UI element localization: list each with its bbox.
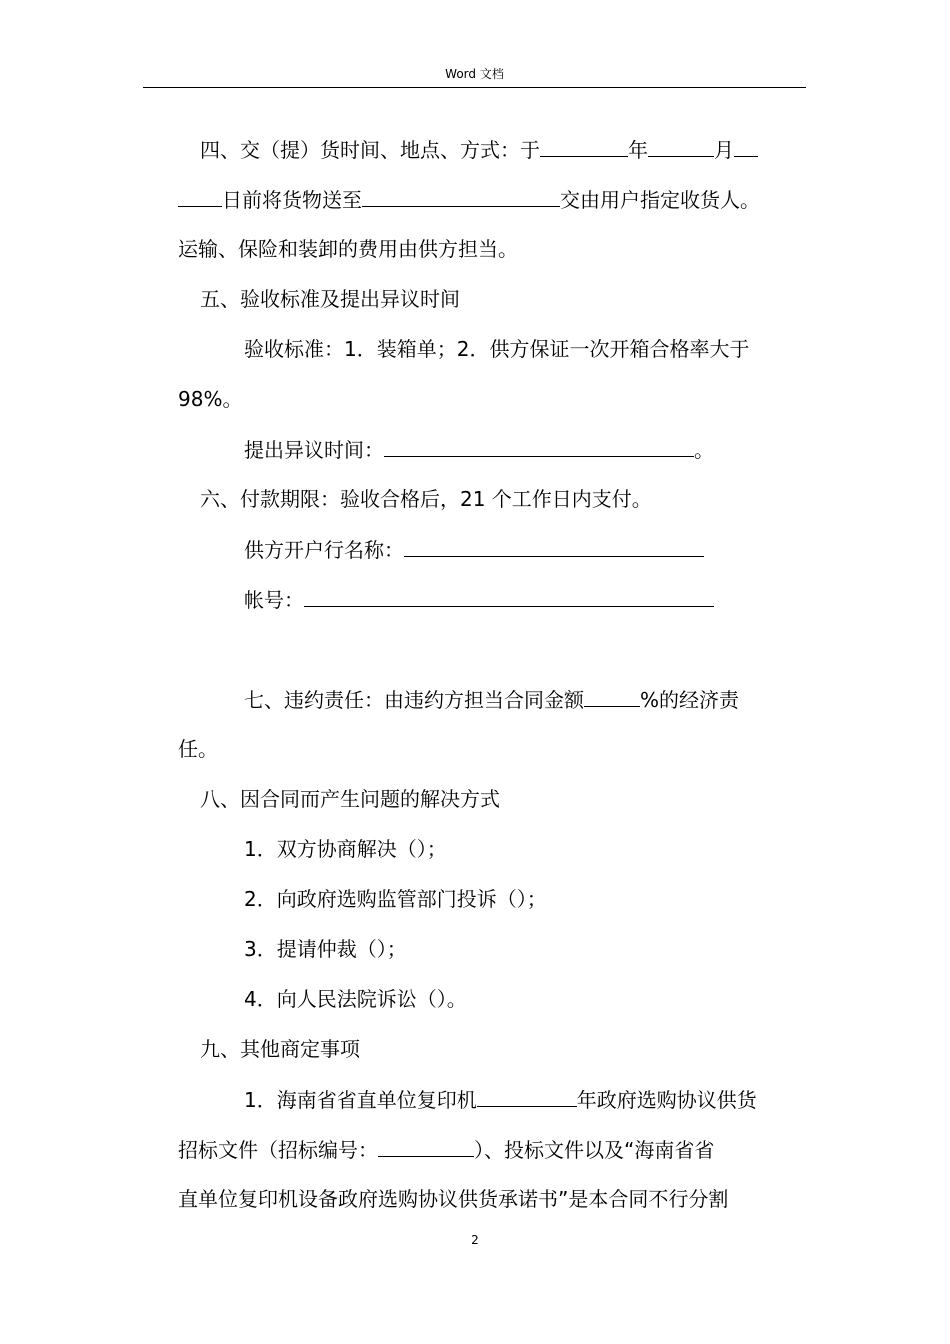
acceptance-rate: 98%。 (178, 387, 243, 411)
tender-number-label: 招标文件（招标编号： (178, 1138, 378, 1162)
objection-time (244, 436, 714, 463)
acceptance-standard: 验收标准：1．装箱单；2．供方保证一次开箱合格率大于 (244, 337, 750, 361)
bank-name-label: 供方开户行名称： (244, 538, 404, 562)
other-item-1 (244, 1086, 757, 1113)
liability-label: 七、违约责任：由违约方担当合同金额 (244, 688, 584, 712)
delivery-before-label: 日前将货物送至 (222, 188, 362, 212)
dispute-option-2: 2．向政府选购监管部门投诉（）； (244, 887, 547, 911)
tender-documents (178, 1136, 714, 1163)
liability-percent-blank[interactable] (584, 686, 640, 707)
day-blank-end[interactable] (178, 186, 222, 207)
liability-end: %的经济责 (640, 688, 740, 712)
tender-documents-end: ）、投标文件以及“海南省省 (474, 1138, 715, 1162)
page-number: 2 (471, 1233, 479, 1247)
paragraph-delivery-place (178, 186, 760, 213)
month-blank[interactable] (648, 136, 714, 157)
year-label: 年 (628, 138, 648, 162)
account-number-label: 帐号： (244, 588, 304, 612)
other-item-1-end: 年政府选购协议供货 (576, 1088, 757, 1112)
objection-time-label: 提出异议时间： (244, 438, 384, 462)
year-blank[interactable] (540, 136, 628, 157)
delivery-receiver-label: 交由用户指定收货人。 (560, 188, 760, 212)
objection-time-blank[interactable] (384, 436, 694, 457)
day-blank-start[interactable] (734, 136, 758, 157)
page-footer (0, 1232, 950, 1248)
bank-name-blank[interactable] (404, 536, 704, 557)
section-8-heading: 八、因合同而产生问题的解决方式 (200, 787, 500, 811)
dispute-option-1: 1．双方协商解决（）； (244, 837, 447, 861)
page-header (143, 66, 806, 88)
account-number (244, 586, 714, 613)
tender-number-blank[interactable] (378, 1136, 474, 1157)
month-label: 月 (714, 138, 734, 162)
procurement-year-blank[interactable] (477, 1086, 577, 1107)
paragraph-transport-cost: 运输、保险和装卸的费用由供方担当。 (178, 237, 518, 261)
account-number-blank[interactable] (304, 586, 714, 607)
liability-continuation: 任。 (178, 737, 218, 761)
bank-name (244, 536, 704, 563)
delivery-time-label: 四、交（提）货时间、地点、方式：于 (200, 138, 540, 162)
section-9-heading: 九、其他商定事项 (200, 1037, 360, 1061)
paragraph-delivery-time (200, 136, 758, 163)
header-title: Word 文档 (445, 67, 504, 81)
dispute-option-4: 4．向人民法院诉讼（）。 (244, 987, 467, 1011)
section-6-payment: 六、付款期限：验收合格后，21 个工作日内支付。 (200, 487, 652, 511)
other-item-1-label: 1．海南省省直单位复印机 (244, 1088, 477, 1112)
objection-time-end: 。 (694, 438, 714, 462)
dispute-option-3: 3．提请仲裁（）； (244, 937, 407, 961)
delivery-place-blank[interactable] (362, 186, 560, 207)
section-5-heading: 五、验收标准及提出异议时间 (200, 287, 460, 311)
commitment-letter: 直单位复印机设备政府选购协议供货承诺书”是本合同不行分割 (178, 1187, 729, 1211)
section-7-liability (244, 686, 739, 713)
